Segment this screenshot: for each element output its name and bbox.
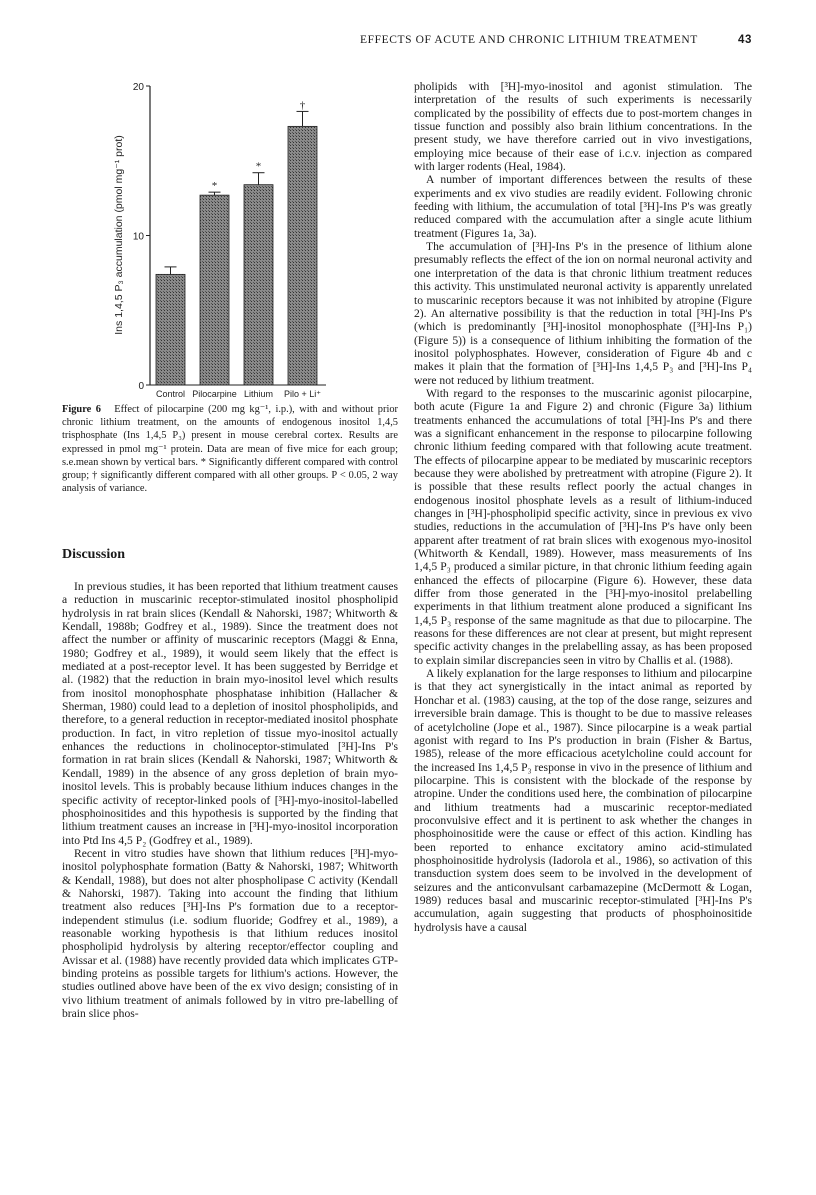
x-tick-label: Control [155,389,186,399]
discussion-heading: Discussion [62,547,126,562]
figure-6-bar-chart [80,70,336,400]
running-title: EFFECTS OF ACUTE AND CHRONIC LITHIUM TREATMENT [360,34,698,46]
caption-text: Effect of pilocarpine (200 mg kg⁻¹, i.p.), with and without prior chronic lithium treatment, on the amounts of endogenous inositol 1,4,5 trisphosphate (Ins 1,4,5 P₃) present in mouse cerebral cortex. Results are expressed in pmol mg⁻¹ protein. Data are mean of five mice for each group; s.e.mean shown by vertical bars. * Significantly different compared with control group; † significantly different compared with all other groups. P < 0.05, 2 way analysis of variance. [62,404,398,495]
x-tick-label: Pilocarpine [192,389,237,399]
paragraph: With regard to the responses to the muscarinic agonist pilocarpine, both acute (Figure 1a and Figure 2) and chronic (Figure 3a) lithium treatments enhanced the accumulations of total [³H]-Ins P's and there was a significant enhancement in the response to pilocarpine following chronic lithium feeding compared with that following acute treatment. The effects of pilocarpine appear to be mediated by muscarinic receptors because they were abolished by pretreatment with atropine (Figure 2). It is possible that these results reflect poorly the actual changes in endogenous inositol phosphate levels as a result of lithium-induced changes in [³H]-phospholipid specific activity, since in previous ex vivo studies, reductions in the accumulation of [³H]-Ins P's have only been apparent after treatment of rat brain slices with exogenous myo-inositol (Whitworth & Kendall, 1989). However, mass measurements of Ins 1,4,5 P₃ produced a similar picture, in that chronic lithium feeding again enhanced the effects of pilocarpine (Figure 6). However, these data differ from those generated in the [³H]-myo-inositol prelabelling experiments in that lithium treatment alone produced a significant Ins 1,4,5 P₃ response of the same magnitude as that due to pilocarpine. The reasons for these differences are not clear at present, but might represent specific activity changes in the prelabelling assay, as has been proposed to explain similar discrepancies seen in vitro by Challis et al. (1988). [414,386,752,667]
right-column [414,80,752,934]
y-axis-label: Ins 1,4,5 P₃ accumulation (pmol mg⁻¹ prot) [113,135,125,335]
paragraph: A number of important differences between the results of these experiments and ex vivo studies are readily evident. Following chronic feeding with lithium, the accumulation of total [³H]-Ins P's was greatly reduced compared with the accumulation after a single acute lithium treatment (Figures 1a, 3a). [414,173,752,240]
y-tick-label: 20 [132,82,144,93]
paragraph: A likely explanation for the large responses to lithium and pilocarpine is that they act synergistically in the intact animal as reported by Honchar et al. (1983) causing, at the top of the dose range, seizures and irreversible brain damage. This is thought to be due to massive releases of acetylcholine (Jope et al., 1987). Since pilocarpine is a weak partial agonist with regard to Ins P's production in brain (Fisher & Bartus, 1985), release of the more efficacious acetylcholine could account for the increased Ins 1,4,5 P₃ response in vivo in the presence of lithium and pilocarpine. This is consistent with the blockade of the response by atropine. Under the conditions used here, the combination of pilocarpine and lithium treatments had a muscarinic receptor-mediated proconvulsive effect and it is pertinent to ask whether the changes in phosphoinositide were the cause or effect of this action. Kindling has been reported to enhance excitatory amino acid-stimulated phosphoinositide hydrolysis (Iadorola et al., 1986), so activation of this transduction system does seem to be involved in the development of seizures and the anticonvulsant carbamazepine (McDermott & Logan, 1989) reduces basal and muscarinic receptor-stimulated [³H]-Ins P's accumulation, again suggesting that products of phosphoinositide hydrolysis have a causal [414,667,752,934]
bar-control [156,274,185,385]
significance-marker: * [255,160,262,173]
y-tick-label: 0 [138,381,144,392]
x-tick-label: Pilo + Li⁺ [283,389,322,399]
paragraph: In previous studies, it has been reported that lithium treatment causes a reduction in muscarinic receptor-stimulated inositol phospholipid hydrolysis in rat brain slices (Kendall & Nahorski, 1987; Whitworth & Kendall, 1988b; Godfrey et al., 1989). Since the treatment does not affect the number or affinity of muscarinic receptors (Maggi & Enna, 1980; Godfrey et al., 1989), it would seem likely that the effect is mediated at a post-receptor level. It has been suggested by Berridge et al. (1982) that the reduction in brain myo-inositol level which results from inositol monophosphate phosphatase inhibition (Hallacher & Sherman, 1980) could lead to a depletion of inositol phospholipids, and therefore, to a general reduction in receptor-mediated inositol phosphate production. In fact, in vitro repletion of tissue myo-inositol actually enhances the reductions in cholinoceptor-stimulated [³H]-Ins P's formation in rat brain slices (Kendall & Nahorski, 1987; Whitworth & Kendall, 1989) in the absence of any gross depletion of brain myo-inositol levels. This is probably because lithium induces changes in the specific activity of receptor-linked pools of [³H]-myo-inositol-labelled phosphoinositides and this hypothesis is supported by the finding that lithium treatment causes an increase in [³H]-myo-inositol incorporation into Ptd Ins 4,5 P₂ (Godfrey et al., 1989). [62,580,398,847]
running-header [360,34,752,46]
paragraph: pholipids with [³H]-myo-inositol and agonist stimulation. The interpretation of the results of such experiments is necessarily complicated by the possibility of effects due to post-mortem changes in tissue function and possibly also brain lithium concentrations. In the present study, we have therefore carried out in vivo investigations, employing mice because of their ease of i.c.v. injection as compared with larger rodents (Heal, 1984). [414,80,752,174]
figure-label: Figure 6 [62,404,101,415]
paragraph: The accumulation of [³H]-Ins P's in the presence of lithium alone presumably reflects the effect of the ion on normal neuronal activity and one interpretation of the data is that chronic lithium treatment reduces this activity. This unstimulated neuronal activity is apparently unrelated to muscarinic receptors because it was not inhibited by atropine (Figure 2). An alternative possibility is that the reduction in total [³H]-Ins P's (which is predominantly [³H]-inositol monophosphate ([³H]-Ins P₁) (Figure 5)) is a consequence of lithium inhibiting the formation of the inositol polyphosphates. However, consideration of Figure 4b and c makes it plain that the formation of [³H]-Ins 1,4,5 P₃ and [³H]-Ins P₄ were not reduced by lithium treatment. [414,240,752,387]
bar-pilo-li- [288,126,317,385]
significance-marker: * [211,180,218,193]
paragraph: Recent in vitro studies have shown that lithium reduces [³H]-myo-inositol polyphosphate formation (Batty & Nahorski, 1987; Whitworth & Kendall, 1988), but does not alter phospholipase C activity (Kendall & Nahorski, 1987). Taking into account the finding that lithium treatment also reduces [³H]-Ins P's formation due to a receptor-independent stimulus (i.e. sodium fluoride; Godfrey et al., 1989), a reasonable working hypothesis is that lithium reduces inositol phospholipid hydrolysis by altering receptor/effector coupling and Avissar et al. (1988) have recently provided data which implicates GTP-binding proteins as possible targets for lithium's actions. However, the studies outlined above have been of the ex vivo design; consisting of in vivo lithium treatment of animals followed by in vitro pre-labelling of brain slice phos- [62,846,398,1020]
figure-caption [62,403,398,495]
left-column [62,580,398,1020]
page-number: 43 [738,34,752,46]
significance-marker: † [299,99,306,112]
bar-pilocarpine [200,195,229,385]
y-tick-label: 10 [132,231,144,243]
bar-lithium [244,185,273,385]
x-tick-label: Lithium [243,389,274,399]
